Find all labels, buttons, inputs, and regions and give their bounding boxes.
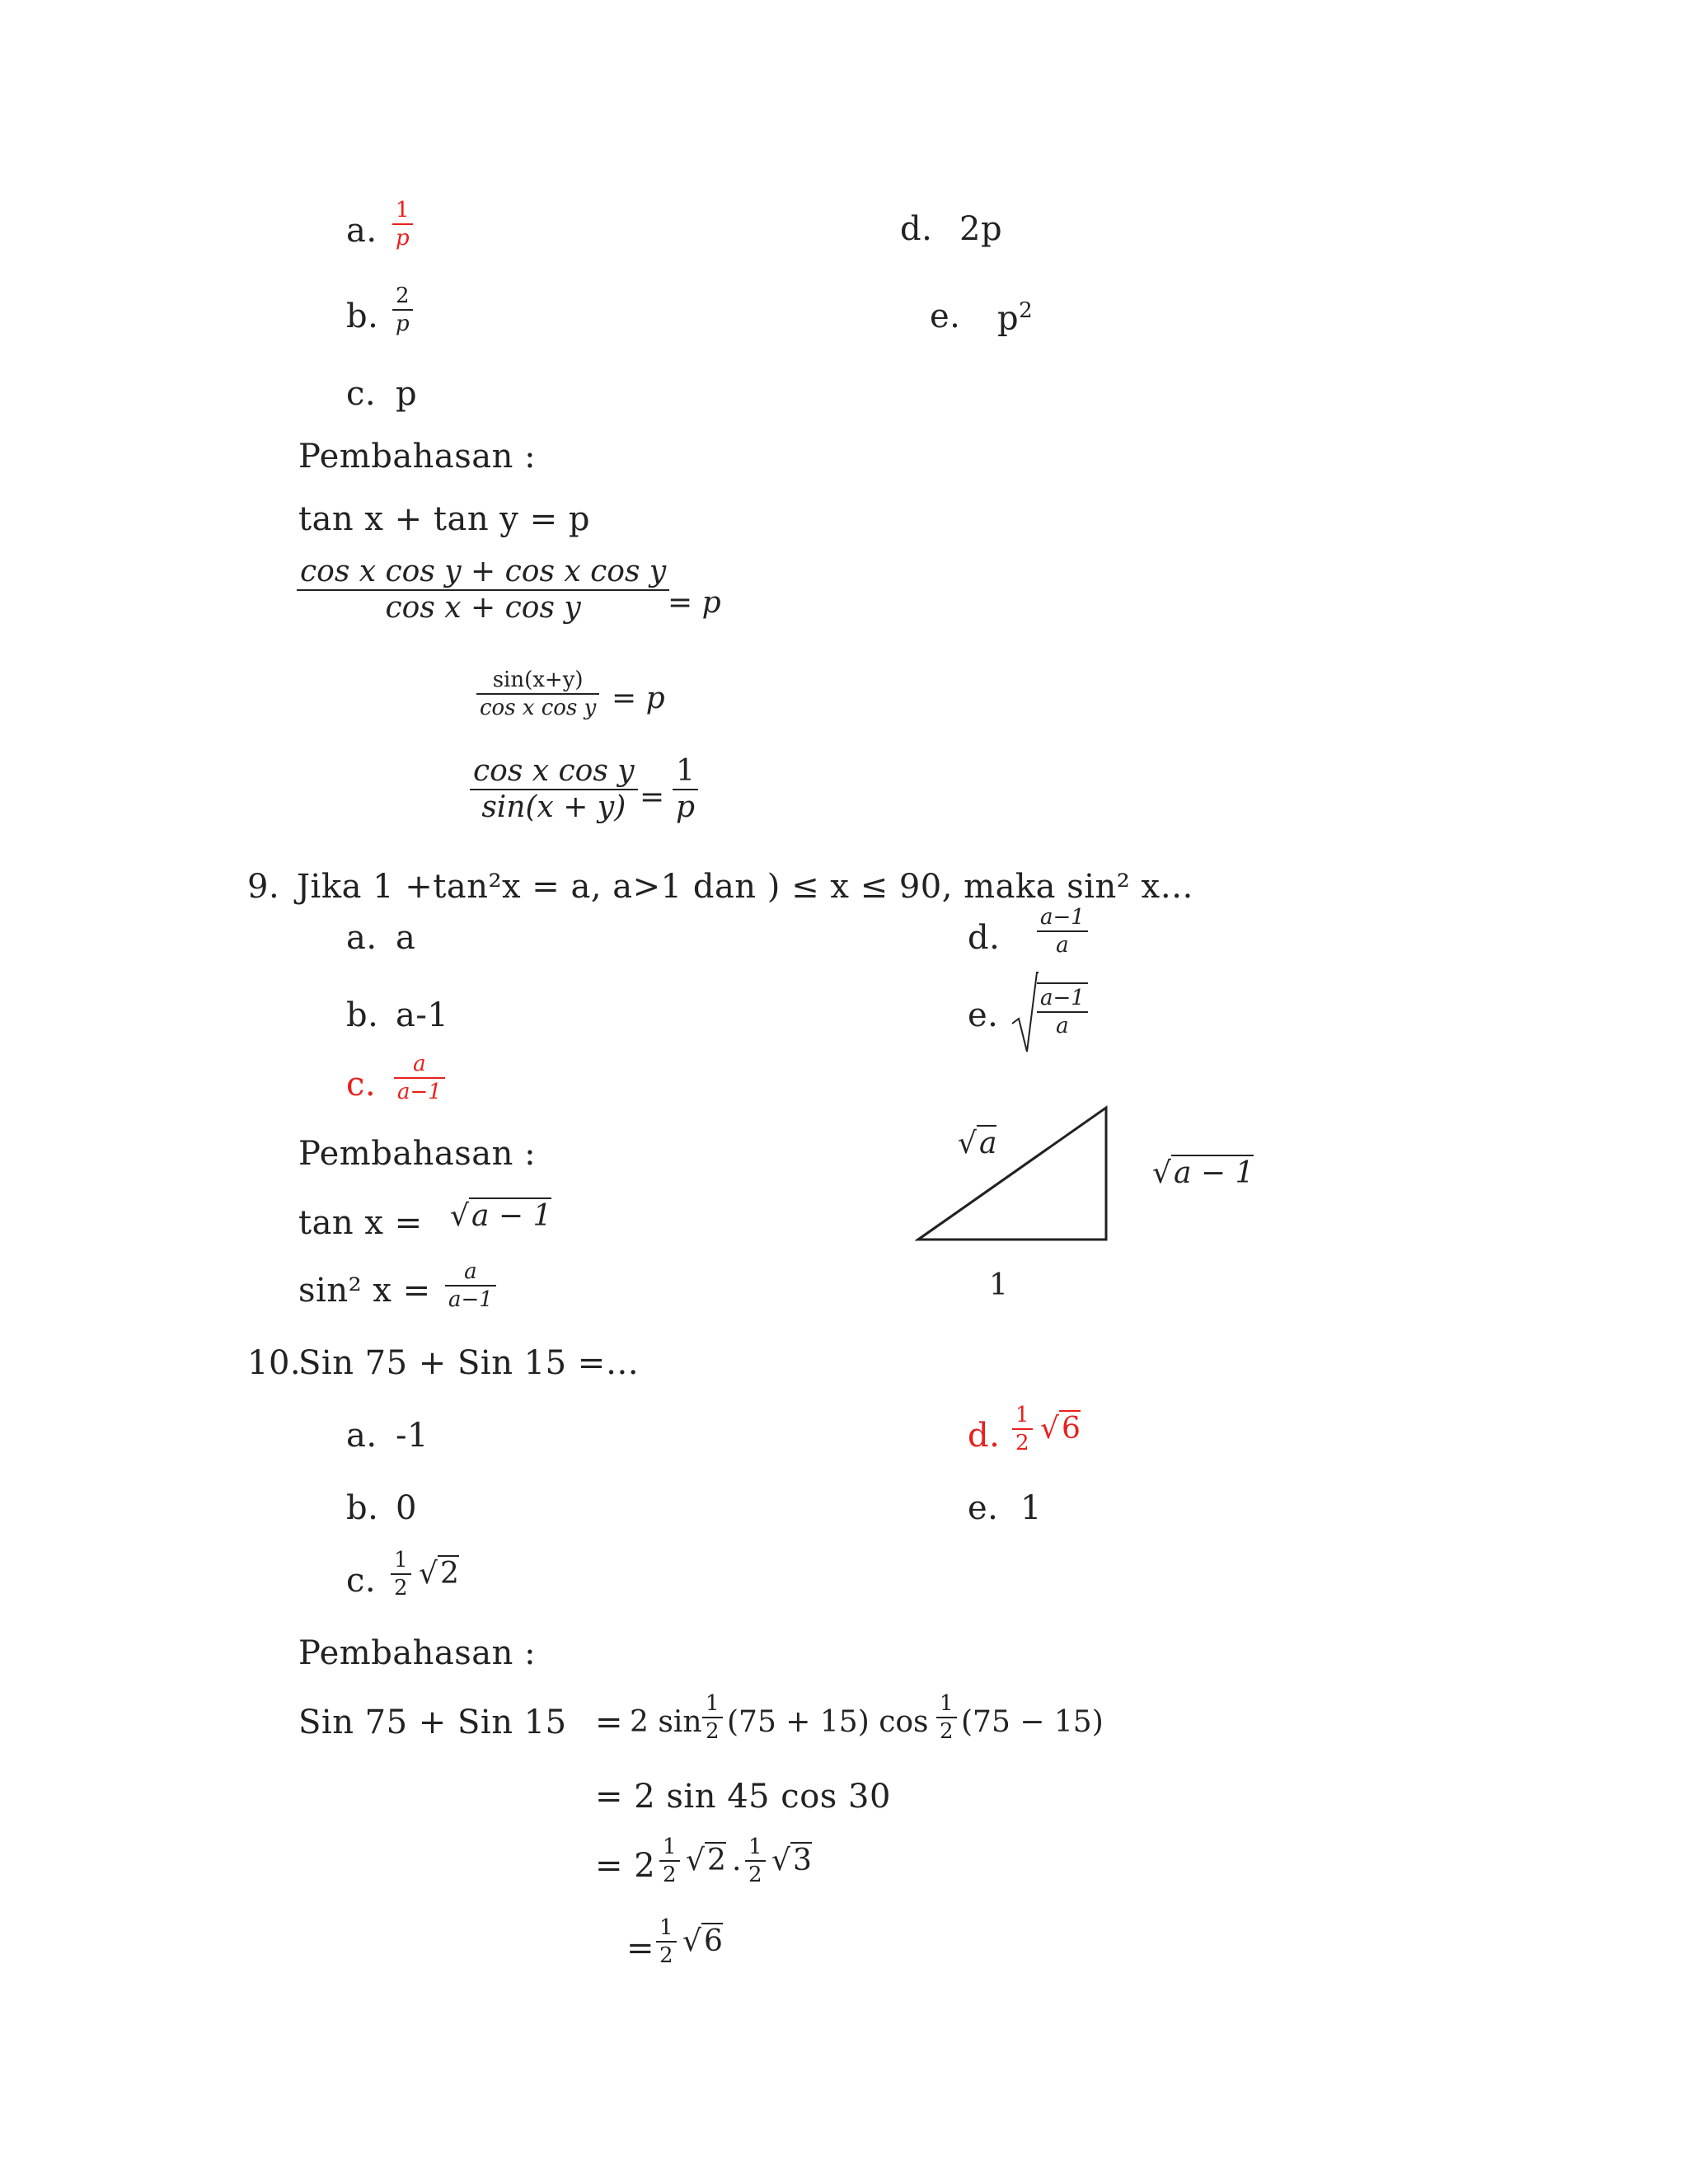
q8-step3-fraction — [476, 669, 599, 719]
q10-line4-half-num: 1 — [659, 1915, 673, 1940]
q8-step4-eq: = — [640, 780, 665, 814]
q10-line1-part-c: (75 − 15) — [961, 1705, 1104, 1739]
q8-option-a-label: a. — [346, 212, 377, 250]
q10-line1-half-2-den: 2 — [940, 1719, 954, 1744]
q8-step4-fraction — [470, 754, 638, 824]
q9-option-d-den: a — [1056, 933, 1069, 958]
q9-option-b-value: a-1 — [396, 996, 449, 1034]
q8-option-c-label: c. — [346, 375, 377, 413]
q9-sin-line: sin² x = — [298, 1272, 431, 1310]
q9-sin-den: a−1 — [448, 1287, 493, 1312]
q10-option-c-label: c. — [346, 1562, 377, 1600]
triangle-hypotenuse-label: √a — [958, 1127, 997, 1160]
q10-number: 10. — [247, 1344, 302, 1382]
q9-option-a-value: a — [396, 919, 416, 957]
triangle-base-label: 1 — [989, 1268, 1008, 1302]
q10-line2: = 2 sin 45 cos 30 — [595, 1778, 891, 1816]
q8-option-e-value: $p^2$ — [997, 298, 1034, 338]
q8-option-d-value: 2p — [959, 210, 1003, 248]
q9-option-c-num: a — [413, 1052, 426, 1076]
q8-step3-num: sin(x+y) — [492, 668, 584, 692]
q10-line3-prefix: = 2 — [595, 1847, 656, 1885]
q8-step2-fraction — [297, 557, 669, 623]
q9-question: Jika 1 +tan²x = a, a>1 dan ) ≤ x ≤ 90, maka sin² x… — [297, 868, 1194, 906]
q10-line3-half-1-den: 2 — [663, 1863, 677, 1887]
q9-sin-fraction — [445, 1261, 496, 1310]
q10-line1-half-1-den: 2 — [706, 1719, 720, 1744]
q10-line4-half-den: 2 — [659, 1943, 673, 1968]
q10-line3-half-1 — [659, 1836, 680, 1886]
q8-step3-den: cos x cos y — [480, 696, 597, 720]
q8-option-a-num: 1 — [396, 198, 410, 223]
q10-option-c-fraction — [391, 1549, 411, 1599]
q10-line3-half-2 — [745, 1836, 766, 1886]
q10-option-a-label: a. — [346, 1417, 377, 1455]
q10-pembahasan-label: Pembahasan : — [298, 1634, 537, 1672]
q10-line1-half-2 — [936, 1693, 957, 1742]
q10-option-a-value: -1 — [396, 1417, 429, 1455]
q9-option-d-num: a−1 — [1040, 905, 1085, 930]
q9-option-c-label: c. — [346, 1066, 377, 1104]
q9-option-b-label: b. — [346, 996, 379, 1034]
q9-tan-line: tan x = — [298, 1204, 423, 1242]
q9-pembahasan-label: Pembahasan : — [298, 1135, 537, 1173]
q8-option-d-label: d. — [900, 210, 933, 248]
q8-step4-rhs-den: p — [676, 790, 696, 824]
q10-option-c-den: 2 — [394, 1576, 408, 1601]
q10-option-d-sqrt: √6 — [1040, 1412, 1081, 1446]
q8-option-a-den: p — [396, 226, 410, 251]
q9-option-a-label: a. — [346, 919, 377, 957]
q10-line3-half-1-num: 1 — [663, 1835, 677, 1859]
q10-option-c-sqrt: √2 — [419, 1557, 459, 1591]
q8-step1: tan x + tan y = p — [298, 500, 590, 538]
q10-question: Sin 75 + Sin 15 =… — [298, 1344, 640, 1382]
q8-pembahasan-label: Pembahasan : — [298, 438, 537, 476]
q10-option-b-label: b. — [346, 1489, 379, 1527]
q10-line3-sqrt-1: √2 — [686, 1844, 726, 1877]
q9-option-c-fraction — [394, 1053, 445, 1103]
q8-option-b-fraction — [392, 285, 413, 335]
q10-option-c-num: 1 — [394, 1548, 408, 1572]
q10-line4-prefix: = — [626, 1929, 655, 1967]
q10-line1-half-2-num: 1 — [940, 1691, 954, 1716]
q8-option-a-fraction — [392, 199, 413, 249]
q9-option-d-fraction — [1037, 907, 1088, 956]
q9-option-c-den: a−1 — [397, 1080, 442, 1104]
q10-line1-part-b: (75 + 15) cos — [727, 1705, 929, 1739]
q10-line3-half-2-den: 2 — [748, 1863, 762, 1887]
q9-option-e-fraction — [1037, 982, 1088, 1037]
q10-option-d-label: d. — [968, 1417, 1001, 1455]
q10-line3-dot: . — [732, 1844, 742, 1877]
q8-option-b-num: 2 — [396, 284, 410, 308]
q10-option-e-value: 1 — [1020, 1489, 1042, 1527]
q10-line4-sqrt: √6 — [682, 1924, 723, 1958]
q10-line1-half-1 — [702, 1693, 723, 1742]
q8-step2-num: cos x cos y + cos x cos y — [300, 555, 667, 588]
q9-option-e-den: a — [1056, 1014, 1069, 1038]
q10-option-d-den: 2 — [1015, 1431, 1029, 1455]
q8-step4-rhs-num: 1 — [676, 754, 695, 788]
q9-number: 9. — [247, 868, 280, 906]
q8-option-c-value: p — [396, 375, 418, 413]
q10-option-d-num: 1 — [1015, 1403, 1029, 1427]
q8-step4-den: sin(x + y) — [481, 790, 626, 824]
triangle-outline — [915, 1104, 1113, 1244]
q10-option-b-value: 0 — [396, 1489, 417, 1527]
q10-line4-half — [656, 1917, 677, 1966]
q8-option-b-den: p — [396, 312, 410, 336]
q9-option-e-radical — [1010, 971, 1039, 1053]
q9-sin-num: a — [464, 1259, 477, 1284]
q8-step3-rhs: = p — [612, 682, 665, 715]
q8-option-b-label: b. — [346, 298, 379, 335]
q9-option-e-label: e. — [968, 996, 999, 1034]
q9-option-d-label: d. — [968, 919, 1001, 957]
q9-option-e-num: a−1 — [1040, 986, 1085, 1010]
q10-line3-half-2-num: 1 — [748, 1835, 762, 1859]
q10-line3-sqrt-2: √3 — [771, 1844, 812, 1877]
q10-option-d-fraction — [1012, 1404, 1033, 1454]
q8-step4-rhs-fraction — [673, 754, 698, 824]
q9-tan-sqrt: √a − 1 — [450, 1199, 552, 1233]
q10-line1-half-1-num: 1 — [706, 1691, 720, 1716]
q10-line1-eq: = — [595, 1704, 624, 1741]
q10-line1-part-a: 2 sin — [630, 1705, 702, 1739]
q8-option-e-label: e. — [930, 298, 961, 335]
q8-step2-den: cos x + cos y — [385, 591, 581, 625]
q8-step4-num: cos x cos y — [473, 754, 635, 788]
triangle-vertical-label: √a − 1 — [1152, 1156, 1254, 1190]
q10-option-e-label: e. — [968, 1489, 999, 1527]
q10-line1-lhs: Sin 75 + Sin 15 — [298, 1704, 567, 1741]
q8-step2-rhs: = p — [668, 586, 721, 620]
